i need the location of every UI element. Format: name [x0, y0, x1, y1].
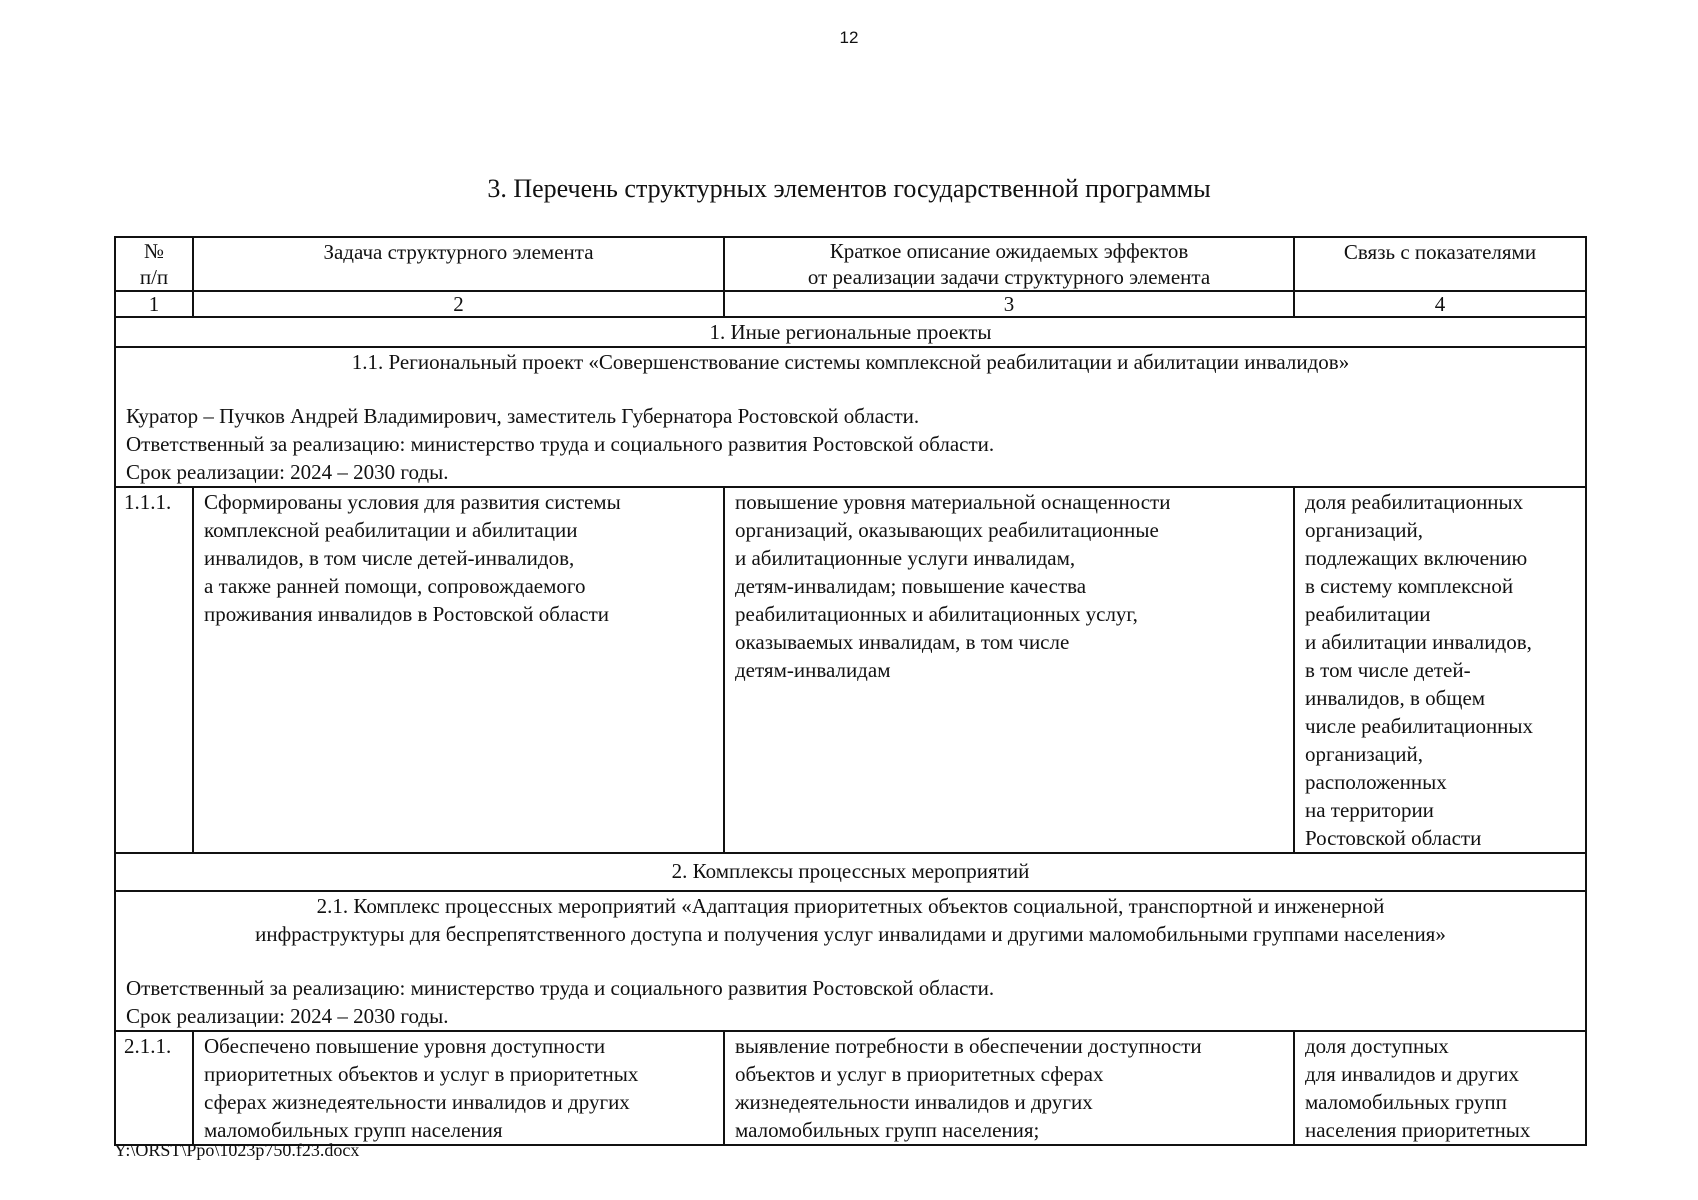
- row-number: 2.1.1.: [115, 1031, 193, 1145]
- table-header-row: [115, 237, 1586, 291]
- column-number: 1: [115, 291, 193, 317]
- row-indicators: доля реабилитационных организаций, подлежащих включению в систему комплексной реабилитации и абилитации инвалидов, в том числе детей- инвалидов, в общем числе реабилитационных организаций, расположенных на территории Ростовской области: [1294, 487, 1586, 853]
- file-path-footer: Y:\ORST\Ppo\1023p750.f23.docx: [114, 1140, 360, 1160]
- row-indicators: доля доступных для инвалидов и других маломобильных групп населения приоритетных: [1294, 1031, 1586, 1145]
- project-1-responsible: Ответственный за реализацию: министерство труда и социального развития Ростовской области.: [126, 432, 995, 456]
- project-1-info: [115, 347, 1586, 487]
- section-title: 3. Перечень структурных элементов государственной программы: [487, 174, 1211, 203]
- row-task: Обеспечено повышение уровня доступности приоритетных объектов и услуг в приоритетных сферах жизнедеятельности инвалидов и других маломобильных групп населения: [193, 1031, 724, 1145]
- row-number: 1.1.1.: [115, 487, 193, 853]
- row-effects: повышение уровня материальной оснащенности организаций, оказывающих реабилитационные и абилитационные услуги инвалидам, детям-инвалидам; повышение качества реабилитационных и абилитационных услуг, оказываемых инвалидам, в том числе детям-инвалидам: [724, 487, 1294, 853]
- project-2-responsible: Ответственный за реализацию: министерство труда и социального развития Ростовской области.: [126, 976, 995, 1000]
- row-task: Сформированы условия для развития системы комплексной реабилитации и абилитации инвалидов, в том числе детей-инвалидов, а также ранней помощи, сопровождаемого проживания инвалидов в Ростовской области: [193, 487, 724, 853]
- table-row: [115, 487, 1586, 853]
- section-2-title: 2. Комплексы процессных мероприятий: [115, 853, 1586, 891]
- header-number: № п/п: [115, 237, 193, 291]
- header-effects: Краткое описание ожидаемых эффектов от реализации задачи структурного элемента: [724, 237, 1294, 291]
- page-number: 12: [839, 28, 859, 47]
- column-number: 3: [724, 291, 1294, 317]
- column-number: 2: [193, 291, 724, 317]
- row-effects: выявление потребности в обеспечении доступности объектов и услуг в приоритетных сферах жизнедеятельности инвалидов и других маломобильных групп населения;: [724, 1031, 1294, 1145]
- project-1-curator: Куратор – Пучков Андрей Владимирович, заместитель Губернатора Ростовской области.: [126, 404, 920, 428]
- structural-elements-table: [114, 236, 1587, 1146]
- section-1-title: 1. Иные региональные проекты: [115, 317, 1586, 347]
- project-2-term: Срок реализации: 2024 – 2030 годы.: [126, 1004, 449, 1028]
- project-2-info: [115, 891, 1586, 1031]
- table-row: [115, 1031, 1586, 1145]
- column-number: 4: [1294, 291, 1586, 317]
- project-info-row: [115, 891, 1586, 1031]
- section-heading-row: [115, 317, 1586, 347]
- section-heading-row: [115, 853, 1586, 891]
- project-2-title: 2.1. Комплекс процессных мероприятий «Адаптация приоритетных объектов социальной, транспортной и инженерной инфраструктуры для беспрепятственного доступа и получения услуг инвалидами и другими маломобильными группами населения»: [255, 894, 1446, 946]
- header-task: Задача структурного элемента: [193, 237, 724, 291]
- project-info-row: [115, 347, 1586, 487]
- project-1-term: Срок реализации: 2024 – 2030 годы.: [126, 460, 449, 484]
- project-1-title: 1.1. Региональный проект «Совершенствование системы комплексной реабилитации и абилитации инвалидов»: [351, 350, 1350, 374]
- column-number-row: [115, 291, 1586, 317]
- header-indicators: Связь с показателями: [1294, 237, 1586, 291]
